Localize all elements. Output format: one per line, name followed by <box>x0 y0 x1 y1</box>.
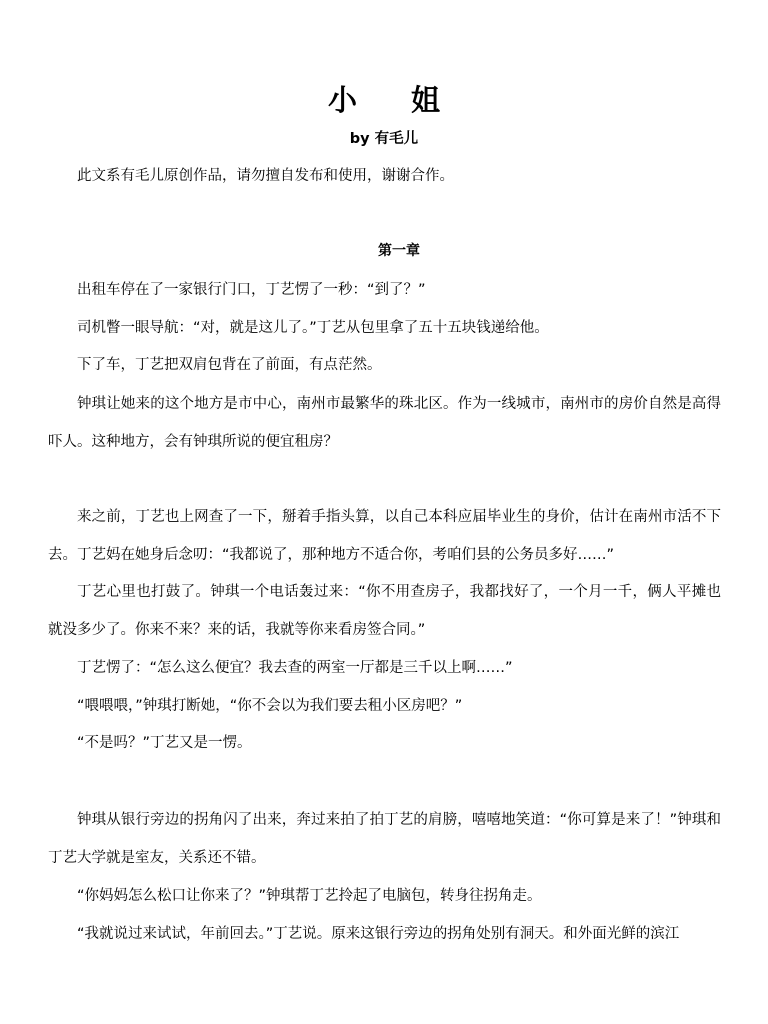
author-line: by 有毛儿 <box>349 131 419 147</box>
paragraph: 下了车，丁艺把双肩包背在了前面，有点茫然。 <box>77 357 382 373</box>
copyright-notice: 此文系有毛儿原创作品，请勿擅自发布和使用，谢谢合作。 <box>77 168 454 184</box>
paragraph: 钟琪从银行旁边的拐角闪了出来，奔过来拍了拍丁艺的肩膀，嘻嘻地笑道：“你可算是来了！”钟琪和丁艺大学就是室友，关系还不错。 <box>48 812 721 866</box>
paragraph: “我就说过来试试，年前回去。”丁艺说。原来这银行旁边的拐角处别有洞天。和外面光鲜的滨江 <box>77 926 680 942</box>
paragraph: 来之前，丁艺也上网查了一下，掰着手指头算，以自己本科应届毕业生的身价，估计在南州市活不下去。丁艺妈在她身后念叨：“我都说了，那种地方不适合你，考咱们县的公务员多好……” <box>48 509 721 563</box>
paragraph: “你妈妈怎么松口让你来了？”钟琪帮丁艺拎起了电脑包，转身往拐角走。 <box>77 888 542 904</box>
paragraph: “喂喂喂，”钟琪打断她，“你不会以为我们要去租小区房吧？” <box>77 698 463 714</box>
paragraph: 司机瞥一眼导航：“对，就是这儿了。”丁艺从包里拿了五十五块钱递给他。 <box>77 320 549 336</box>
paragraph: 出租车停在了一家银行门口，丁艺愣了一秒：“到了？” <box>77 282 426 298</box>
paragraph: 丁艺心里也打鼓了。钟琪一个电话轰过来：“你不用查房子，我都找好了，一个月一千，俩人平摊也就没多少了。你来不来？来的话，我就等你来看房签合同。” <box>48 584 721 638</box>
paragraph: 钟琪让她来的这个地方是市中心，南州市最繁华的珠北区。作为一线城市，南州市的房价自然是高得吓人。这种地方，会有钟琪所说的便宜租房？ <box>48 396 721 450</box>
document-title: 小 姐 <box>327 83 463 117</box>
paragraph: 丁艺愣了：“怎么这么便宜？我去查的两室一厅都是三千以上啊……” <box>77 660 513 676</box>
chapter-heading: 第一章 <box>378 243 420 259</box>
paragraph: “不是吗？”丁艺又是一愣。 <box>77 735 252 751</box>
